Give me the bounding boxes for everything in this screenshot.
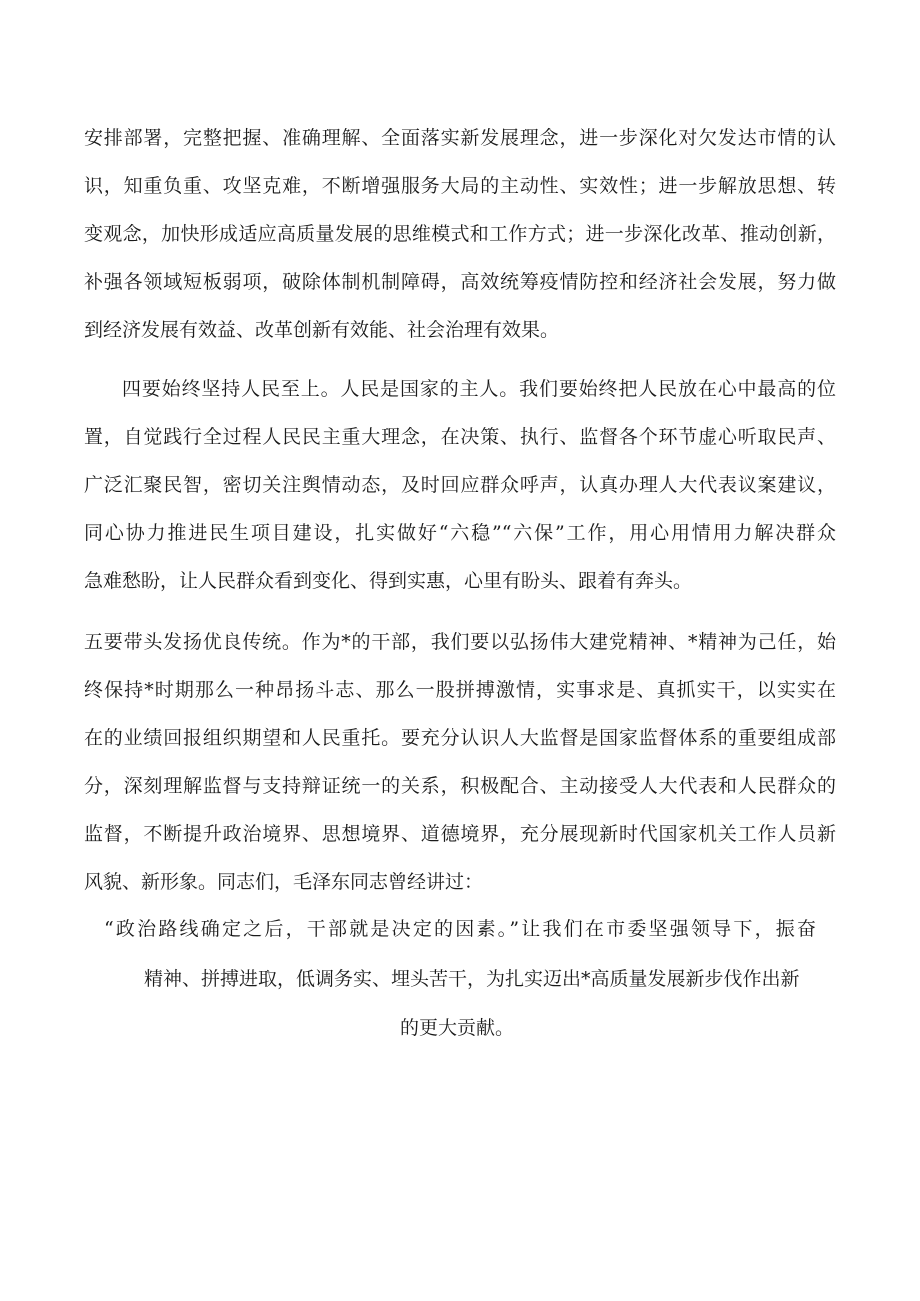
paragraph-line: 分，深刻理解监督与支持辩证统一的关系，积极配合、主动接受人大代表和人民群众的	[84, 775, 836, 797]
quote-line: “政治路线确定之后，干部就是决定的因素。”让我们在市委坚强领导下，振奋	[104, 918, 816, 940]
paragraph-line: 置，自觉践行全过程人民民主重大理念，在决策、执行、监督各个环节虚心听取民声、	[84, 426, 836, 448]
paragraph-line: 补强各领域短板弱项，破除体制机制障碍，高效统筹疫情防控和经济社会发展，努力做	[84, 271, 836, 293]
paragraph-line: 终保持*时期那么一种昂扬斗志、那么一股拼搏激情，实事求是、真抓实干，以实实在	[84, 679, 836, 701]
paragraph-line: 识，知重负重、攻坚克难，不断增强服务大局的主动性、实效性；进一步解放思想、转	[84, 175, 836, 197]
paragraph-line: 到经济发展有效益、改革创新有效能、社会治理有效果。	[84, 319, 560, 341]
paragraph-line: 变观念，加快形成适应高质量发展的思维模式和工作方式；进一步深化改革、推动创新，	[84, 223, 836, 245]
paragraph-line: 同心协力推进民生项目建设，扎实做好“六稳”“六保”工作，用心用情用力解决群众	[84, 522, 836, 544]
paragraph-line: 四要始终坚持人民至上。人民是国家的主人。我们要始终把人民放在心中最高的位	[122, 378, 836, 400]
paragraph-line: 监督，不断提升政治境界、思想境界、道德境界，充分展现新时代国家机关工作人员新	[84, 823, 836, 845]
paragraph-line: 安排部署，完整把握、准确理解、全面落实新发展理念，进一步深化对欠发达市情的认	[84, 127, 836, 149]
quote-line: 的更大贡献。	[400, 1017, 515, 1039]
quote-line: 精神、拼搏进取，低调务实、埋头苦干，为扎实迈出*高质量发展新步伐作出新	[144, 968, 800, 990]
paragraph-line: 在的业绩回报组织期望和人民重托。要充分认识人大监督是国家监督体系的重要组成部	[84, 727, 836, 749]
paragraph-line: 急难愁盼，让人民群众看到变化、得到实惠，心里有盼头、跟着有奔头。	[84, 570, 693, 592]
paragraph-line: 风貌、新形象。同志们，毛泽东同志曾经讲过：	[84, 871, 484, 893]
paragraph-line: 广泛汇聚民智，密切关注舆情动态，及时回应群众呼声，认真办理人大代表议案建议，	[84, 474, 836, 496]
paragraph-line: 五要带头发扬优良传统。作为*的干部，我们要以弘扬伟大建党精神、*精神为己任，始	[84, 631, 836, 653]
